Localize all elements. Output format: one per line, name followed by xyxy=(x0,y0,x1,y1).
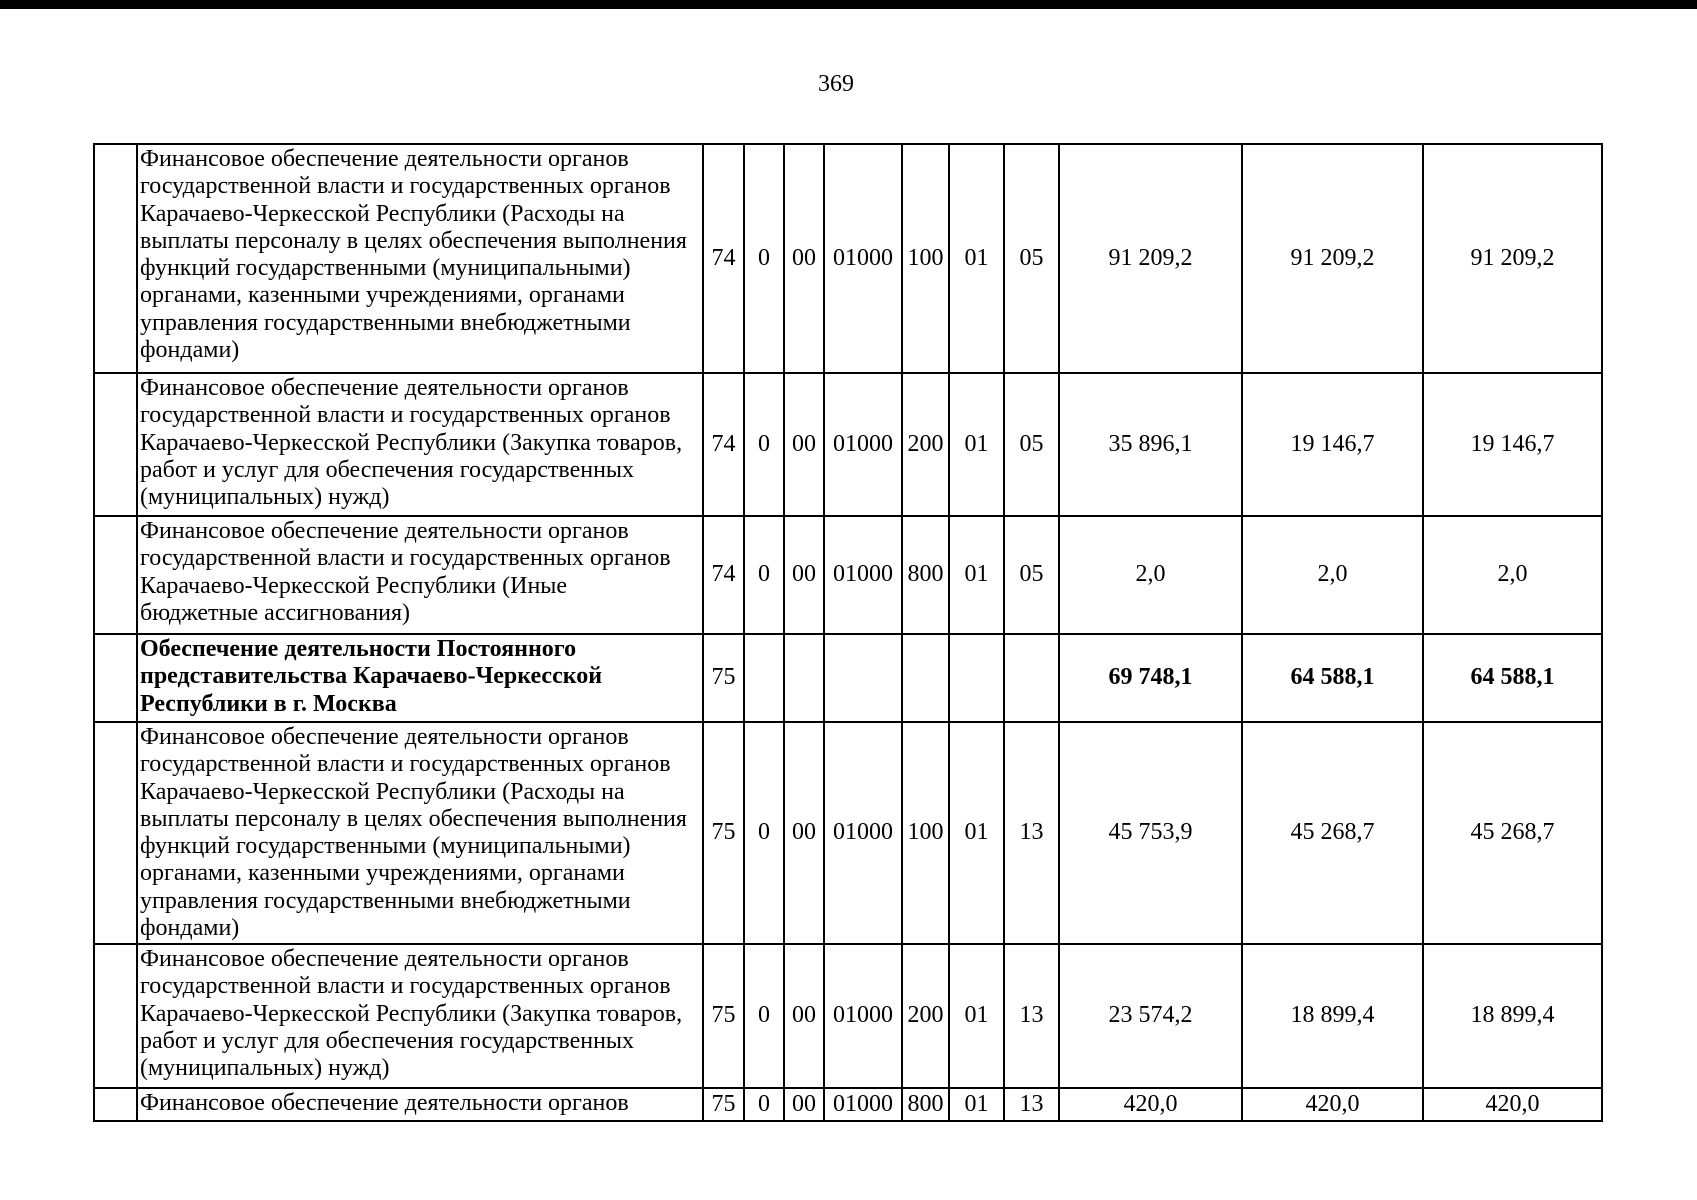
item-name-line: функций государственными (муниципальными) xyxy=(140,833,631,860)
code-cell xyxy=(949,634,1004,722)
item-name-line: (муниципальных) нужд) xyxy=(140,1055,390,1082)
item-name-line: государственной власти и государственных органов xyxy=(140,751,671,778)
amount-cell: 420,0 xyxy=(1242,1088,1423,1121)
code-cell: 0 xyxy=(744,944,784,1088)
code-cell: 01000 xyxy=(824,944,902,1088)
item-name-line: Карачаево-Черкесской Республики (Закупка товаров, xyxy=(140,429,683,456)
code-cell: 01 xyxy=(949,944,1004,1088)
code-cell: 01000 xyxy=(824,144,902,373)
item-name-line: государственной власти и государственных органов xyxy=(140,545,671,572)
code-cell: 800 xyxy=(902,516,949,634)
code-cell: 75 xyxy=(703,634,744,722)
item-name-line: органами, казенными учреждениями, органами xyxy=(140,860,625,887)
code-cell: 00 xyxy=(784,516,824,634)
item-name-cell xyxy=(137,722,703,944)
code-cell: 200 xyxy=(902,944,949,1088)
item-name-line: фондами) xyxy=(140,337,240,364)
code-cell: 05 xyxy=(1004,516,1059,634)
code-cell: 100 xyxy=(902,144,949,373)
amount-cell: 23 574,2 xyxy=(1059,944,1242,1088)
row-number-cell xyxy=(94,944,137,1088)
item-name-cell xyxy=(137,1088,703,1121)
table-row xyxy=(94,722,1602,944)
item-name-line: Финансовое обеспечение деятельности органов xyxy=(140,146,629,172)
code-cell xyxy=(824,634,902,722)
code-cell xyxy=(784,634,824,722)
table-row xyxy=(94,1088,1602,1121)
code-cell: 01000 xyxy=(824,1088,902,1121)
code-cell: 0 xyxy=(744,722,784,944)
item-name-line: выплаты персоналу в целях обеспечения выполнения xyxy=(140,805,687,832)
amount-cell: 91 209,2 xyxy=(1059,144,1242,373)
item-name-line: государственной власти и государственных органов xyxy=(140,973,671,1000)
item-name-cell xyxy=(137,144,703,373)
item-name-line: Карачаево-Черкесской Республики (Закупка товаров, xyxy=(140,1000,683,1027)
row-number-cell xyxy=(94,373,137,516)
item-name-line: органами, казенными учреждениями, органами xyxy=(140,282,625,309)
code-cell: 01000 xyxy=(824,722,902,944)
item-name-line: управления государственными внебюджетными xyxy=(140,309,631,336)
item-name-line: Финансовое обеспечение деятельности органов xyxy=(140,375,629,401)
amount-cell: 2,0 xyxy=(1242,516,1423,634)
code-cell: 00 xyxy=(784,373,824,516)
item-name-line: функций государственными (муниципальными) xyxy=(140,255,631,282)
item-name-line: Обеспечение деятельности Постоянного xyxy=(140,636,577,662)
code-cell: 74 xyxy=(703,144,744,373)
table-row xyxy=(94,516,1602,634)
item-name-line: государственной власти и государственных органов xyxy=(140,173,671,200)
code-cell: 0 xyxy=(744,144,784,373)
item-name-cell xyxy=(137,634,703,722)
code-cell: 01000 xyxy=(824,516,902,634)
table-row xyxy=(94,144,1602,373)
amount-cell: 19 146,7 xyxy=(1423,373,1602,516)
item-name-line: Финансовое обеспечение деятельности органов xyxy=(140,946,629,972)
scan-top-edge xyxy=(0,0,1697,9)
item-name-line: Финансовое обеспечение деятельности органов xyxy=(140,1090,629,1116)
code-cell: 800 xyxy=(902,1088,949,1121)
code-cell: 05 xyxy=(1004,144,1059,373)
amount-cell: 91 209,2 xyxy=(1423,144,1602,373)
table-row xyxy=(94,944,1602,1088)
page-number: 369 xyxy=(818,71,854,97)
item-name-cell xyxy=(137,373,703,516)
row-number-cell xyxy=(94,516,137,634)
item-name-line: Карачаево-Черкесской Республики (Расходы на xyxy=(140,778,625,805)
code-cell: 74 xyxy=(703,373,744,516)
code-cell: 13 xyxy=(1004,944,1059,1088)
amount-cell: 45 268,7 xyxy=(1423,722,1602,944)
code-cell: 0 xyxy=(744,1088,784,1121)
row-number-cell xyxy=(94,144,137,373)
code-cell xyxy=(902,634,949,722)
item-name-line: представительства Карачаево-Черкесской xyxy=(140,663,603,690)
code-cell: 13 xyxy=(1004,1088,1059,1121)
code-cell: 0 xyxy=(744,516,784,634)
item-name-line: Финансовое обеспечение деятельности органов xyxy=(140,518,629,544)
code-cell: 01 xyxy=(949,722,1004,944)
table-row-section-total xyxy=(94,634,1602,722)
item-name-line: выплаты персоналу в целях обеспечения выполнения xyxy=(140,227,687,254)
item-name-line: Республики в г. Москва xyxy=(140,690,397,717)
item-name-line: бюджетные ассигнования) xyxy=(140,599,411,626)
item-name-line: Карачаево-Черкесской Республики (Расходы на xyxy=(140,200,625,227)
amount-cell: 64 588,1 xyxy=(1423,634,1602,722)
amount-cell: 18 899,4 xyxy=(1423,944,1602,1088)
code-cell: 01 xyxy=(949,1088,1004,1121)
item-name-line: работ и услуг для обеспечения государственных xyxy=(140,1027,635,1054)
code-cell: 01000 xyxy=(824,373,902,516)
amount-cell: 45 753,9 xyxy=(1059,722,1242,944)
amount-cell: 45 268,7 xyxy=(1242,722,1423,944)
item-name-cell xyxy=(137,944,703,1088)
code-cell: 100 xyxy=(902,722,949,944)
code-cell xyxy=(744,634,784,722)
amount-cell: 69 748,1 xyxy=(1059,634,1242,722)
code-cell: 75 xyxy=(703,1088,744,1121)
amount-cell: 18 899,4 xyxy=(1242,944,1423,1088)
item-name-line: Финансовое обеспечение деятельности органов xyxy=(140,724,629,750)
code-cell: 13 xyxy=(1004,722,1059,944)
code-cell: 0 xyxy=(744,373,784,516)
code-cell: 00 xyxy=(784,144,824,373)
item-name-line: Карачаево-Черкесской Республики (Иные xyxy=(140,572,568,599)
code-cell: 00 xyxy=(784,1088,824,1121)
amount-cell: 2,0 xyxy=(1059,516,1242,634)
code-cell: 00 xyxy=(784,722,824,944)
item-name-line: (муниципальных) нужд) xyxy=(140,484,390,511)
amount-cell: 35 896,1 xyxy=(1059,373,1242,516)
code-cell: 75 xyxy=(703,944,744,1088)
amount-cell: 64 588,1 xyxy=(1242,634,1423,722)
item-name-line: государственной власти и государственных органов xyxy=(140,402,671,429)
amount-cell: 420,0 xyxy=(1423,1088,1602,1121)
code-cell: 01 xyxy=(949,373,1004,516)
row-number-cell xyxy=(94,1088,137,1121)
amount-cell: 2,0 xyxy=(1423,516,1602,634)
amount-cell: 91 209,2 xyxy=(1242,144,1423,373)
item-name-line: фондами) xyxy=(140,915,240,942)
code-cell: 05 xyxy=(1004,373,1059,516)
code-cell: 01 xyxy=(949,516,1004,634)
code-cell: 74 xyxy=(703,516,744,634)
code-cell xyxy=(1004,634,1059,722)
budget-table xyxy=(93,143,1603,1122)
item-name-line: работ и услуг для обеспечения государственных xyxy=(140,456,635,483)
code-cell: 200 xyxy=(902,373,949,516)
code-cell: 00 xyxy=(784,944,824,1088)
item-name-cell xyxy=(137,516,703,634)
table-row xyxy=(94,373,1602,516)
code-cell: 01 xyxy=(949,144,1004,373)
amount-cell: 420,0 xyxy=(1059,1088,1242,1121)
row-number-cell xyxy=(94,634,137,722)
amount-cell: 19 146,7 xyxy=(1242,373,1423,516)
item-name-line: управления государственными внебюджетными xyxy=(140,887,631,914)
code-cell: 75 xyxy=(703,722,744,944)
row-number-cell xyxy=(94,722,137,944)
